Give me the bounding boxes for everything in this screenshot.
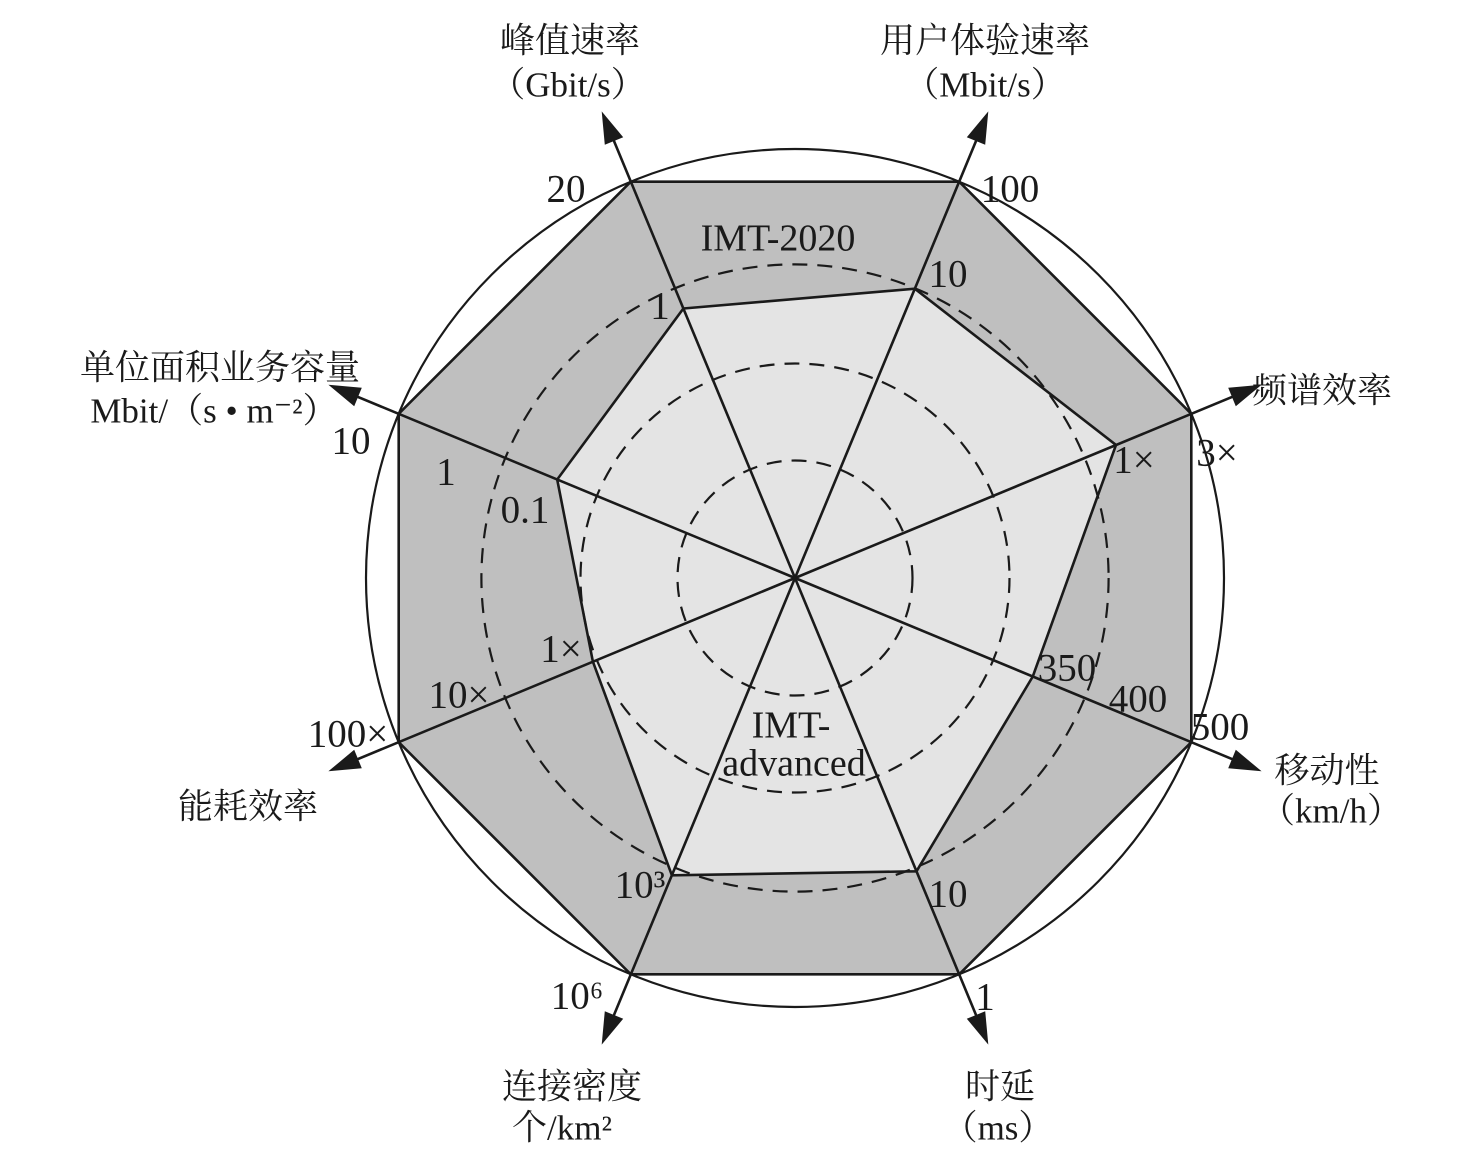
axis-title-area_traffic_capacity-line1: 单位面积业务容量 xyxy=(79,348,361,388)
tick-label-area_traffic_capacity-0: 10 xyxy=(331,419,371,463)
tick-label-peak_rate-0: 20 xyxy=(546,167,586,211)
tick-label-energy_efficiency-1: 10× xyxy=(428,673,490,717)
axis-title-latency-line2: （ms） xyxy=(942,1108,1054,1148)
region-label-imt-advanced-line1: IMT- xyxy=(751,704,831,747)
region-label-imt-2020-line1: IMT-2020 xyxy=(700,217,856,260)
tick-label-latency-0: 1 xyxy=(975,975,995,1019)
tick-label-area_traffic_capacity-1: 1 xyxy=(436,450,456,494)
axis-title-peak_rate-line2: （Gbit/s） xyxy=(490,65,646,105)
axis-title-user_experienced_rate-line2: （Mbit/s） xyxy=(904,65,1066,105)
axis-title-spectrum_efficiency-line1: 频谱效率 xyxy=(1251,371,1393,411)
tick-label-connection_density-0: 10⁶ xyxy=(550,974,604,1018)
tick-label-mobility-0: 500 xyxy=(1190,705,1250,749)
tick-label-area_traffic_capacity-2: 0.1 xyxy=(500,488,550,532)
tick-label-peak_rate-1: 1 xyxy=(650,284,670,328)
tick-label-user_experienced_rate-0: 100 xyxy=(980,167,1040,211)
axis-title-area_traffic_capacity-line2: Mbit/（s • m⁻²） xyxy=(90,391,338,431)
tick-label-user_experienced_rate-1: 10 xyxy=(928,252,968,296)
axis-title-latency-line1: 时延 xyxy=(964,1067,1036,1107)
axis-title-mobility-line2: （km/h） xyxy=(1260,791,1402,831)
tick-label-spectrum_efficiency-1: 1× xyxy=(1113,438,1155,482)
axis-title-energy_efficiency-line1: 能耗效率 xyxy=(177,787,319,827)
axis-title-peak_rate-line1: 峰值速率 xyxy=(499,21,641,61)
tick-label-spectrum_efficiency-0: 3× xyxy=(1196,431,1238,475)
axis-title-connection_density-line1: 连接密度 xyxy=(501,1067,643,1107)
axis-title-mobility-line1: 移动性 xyxy=(1274,751,1380,791)
tick-label-energy_efficiency-2: 1× xyxy=(540,627,582,671)
tick-label-latency-1: 10 xyxy=(928,872,968,916)
tick-label-energy_efficiency-0: 100× xyxy=(307,712,389,756)
tick-label-mobility-2: 350 xyxy=(1037,646,1097,690)
tick-label-connection_density-1: 10³ xyxy=(614,863,666,907)
region-label-imt-advanced-line2: advanced xyxy=(722,742,866,785)
axis-title-connection_density-line2: 个/km² xyxy=(512,1108,612,1148)
tick-label-mobility-1: 400 xyxy=(1108,677,1168,721)
axis-title-user_experienced_rate-line1: 用户体验速率 xyxy=(879,21,1091,61)
